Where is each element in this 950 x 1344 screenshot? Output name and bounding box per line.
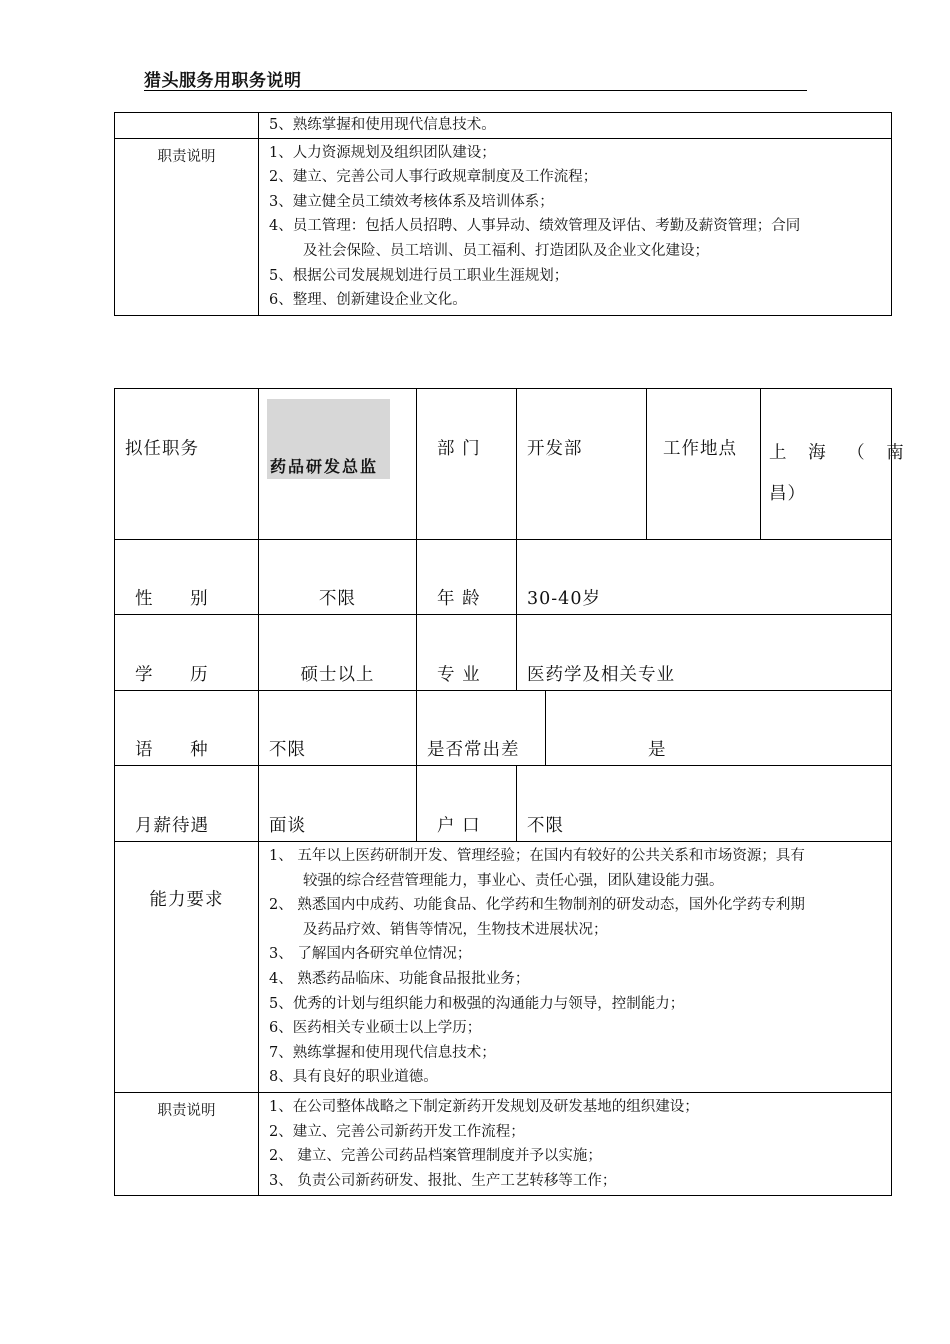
job-description-table (114, 388, 912, 1196)
ability-item-continued: 及药品疗效、销售等情况，生物技术进展状况； (303, 921, 608, 938)
header-underline (144, 90, 807, 91)
location-value-cell (761, 389, 912, 540)
gender-label: 性 别 (115, 540, 259, 615)
ability-item: 7、熟练掌握和使用现代信息技术； (269, 1044, 496, 1061)
ability-item: 3、 了解国内各研究单位情况； (269, 946, 472, 963)
ability-item-continued: 较强的综合经营管理能力，事业心、责任心强，团队建设能力强。 (303, 872, 724, 889)
dept-label: 部 门 (417, 389, 517, 540)
duty-label: 职责说明 (115, 138, 259, 315)
ability-item: 8、具有良好的职业道德。 (269, 1069, 438, 1086)
ability-item: 1、 五年以上医药研制开发、管理经验；在国内有较好的公共关系和市场资源；具有 (269, 848, 805, 864)
travel-label: 是否常出差 (417, 691, 546, 766)
location-value-line2: 昌） (769, 484, 806, 504)
duty-item: 2、 建立、完善公司药品档案管理制度并予以实施； (269, 1148, 602, 1165)
ability-item: 6、医药相关专业硕士以上学历； (269, 1020, 482, 1037)
age-label: 年 龄 (417, 540, 517, 615)
hukou-label: 户 口 (417, 766, 517, 842)
duty-item: 6、整理、创新建设企业文化。 (269, 292, 467, 309)
position-value: 药品研发总监 (270, 457, 379, 476)
duty-item: 3、建立健全员工绩效考核体系及培训体系； (269, 193, 554, 210)
major-value: 医药学及相关专业 (517, 615, 892, 691)
duty-item: 3、 负责公司新药研发、报批、生产工艺转移等工作； (269, 1172, 617, 1189)
gender-value: 不限 (259, 540, 417, 615)
location-label: 工作地点 (647, 389, 761, 540)
salary-value: 面谈 (259, 766, 417, 842)
ability-item: 5、优秀的计划与组织能力和极强的沟通能力与领导，控制能力； (269, 995, 685, 1012)
position-badge (267, 399, 390, 479)
previous-job-table (114, 112, 892, 316)
duty-item: 1、在公司整体战略之下制定新药开发规划及研发基地的组织建设； (269, 1098, 699, 1115)
duty-list (259, 138, 892, 315)
language-label: 语 种 (115, 691, 259, 766)
travel-value: 是 (546, 691, 892, 766)
requirement-item: 5、熟练掌握和使用现代信息技术。 (269, 117, 496, 133)
duty-item: 2、建立、完善公司人事行政规章制度及工作流程； (269, 169, 598, 186)
ability-item: 2、 熟悉国内中成药、功能食品、化学药和生物制剂的研发动态，国外化学药专利期 (269, 897, 805, 914)
major-label: 专 业 (417, 615, 517, 691)
position-label: 拟任职务 (115, 389, 259, 540)
duty-item-continued: 及社会保险、员工培训、员工福利、打造团队及企业文化建设； (303, 242, 709, 259)
ability-list (259, 842, 892, 1093)
language-value: 不限 (259, 691, 417, 766)
dept-value: 开发部 (517, 389, 647, 540)
duty-item: 5、根据公司发展规划进行员工职业生涯规划； (269, 267, 569, 284)
empty-label-cell (115, 113, 259, 139)
duty-item: 1、人力资源规划及组织团队建设； (269, 144, 496, 161)
location-value-line1: 上 海 （ 南 (769, 443, 912, 463)
duty-item: 4、员工管理：包括人员招聘、人事异动、绩效管理及评估、考勤及薪资管理；合同 (269, 218, 801, 235)
education-value: 硕士以上 (259, 615, 417, 691)
ability-label: 能力要求 (115, 842, 259, 1093)
duty-label: 职责说明 (115, 1092, 259, 1195)
duty-list (259, 1092, 892, 1195)
duty-item: 2、建立、完善公司新药开发工作流程； (269, 1123, 525, 1140)
position-value-cell (259, 389, 417, 540)
age-value: 30-40岁 (517, 540, 892, 615)
education-label: 学 历 (115, 615, 259, 691)
salary-label: 月薪待遇 (115, 766, 259, 842)
hukou-value: 不限 (517, 766, 892, 842)
page-header-title: 猎头服务用职务说明 (144, 71, 302, 91)
ability-item: 4、 熟悉药品临床、功能食品报批业务； (269, 970, 530, 987)
